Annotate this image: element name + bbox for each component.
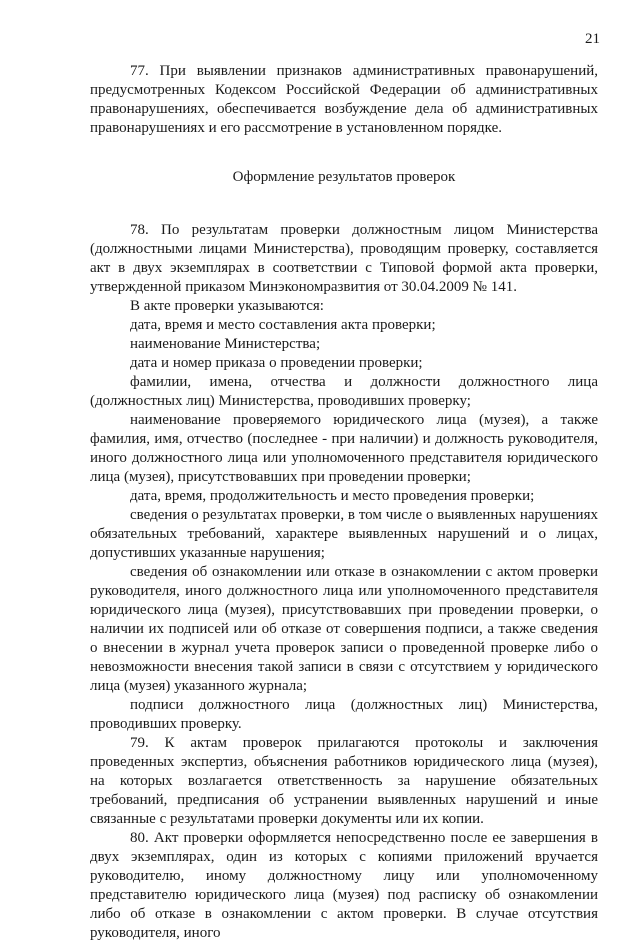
paragraph-78: 78. По результатам проверки должностным лицом Министерства (должностными лицами Министерства), проводящим проверку, составляется акт в двух экземплярах в соответствии с Типовой формой акта проверки, утвержденной приказом Минэкономразвития от 30.04.2009 № 141. bbox=[90, 222, 598, 295]
list-item: дата, время и место составления акта проверки; bbox=[130, 317, 436, 333]
list-item: наименование Министерства; bbox=[130, 336, 321, 352]
section-title: Оформление результатов проверок bbox=[232, 169, 456, 185]
paragraph-77: 77. При выявлении признаков административных правонарушений, предусмотренных Кодексом Российской Федерации об административных правонарушениях, обеспечивается возбуждение дела об административных правонарушениях и его рассмотрение в установленном порядке. bbox=[90, 63, 598, 136]
list-item: наименование проверяемого юридического лица (музея), а также фамилия, имя, отчество (последнее - при наличии) и должность руководителя, иного должностного лица или уполномоченного представителя юридического лица (музея), присутствовавших при проведении проверки; bbox=[90, 412, 598, 485]
list-item: сведения об ознакомлении или отказе в ознакомлении с актом проверки руководителя, иного должностного лица или уполномоченного представителя юридического лица (музея), присутствовавших при проведении проверки, о наличии их подписей или об отказе от совершения подписи, а также сведения о внесении в журнал учета проверок записи о проведенной проверке либо о невозможности внесения такой записи в связи с отсутствием у юридического лица (музея) указанного журнала; bbox=[90, 564, 598, 694]
list-item: фамилии, имена, отчества и должности должностного лица (должностных лиц) Министерства, проводивших проверку; bbox=[90, 374, 598, 409]
list-item: подписи должностного лица (должностных лиц) Министерства, проводивших проверку. bbox=[90, 697, 598, 732]
paragraph-80: 80. Акт проверки оформляется непосредственно после ее завершения в двух экземплярах, один из которых с копиями приложений вручается руководителю, иному должностному лицу или уполномоченному представителю юридического лица (музея) под расписку об ознакомлении либо об отказе в ознакомлении с актом проверки. В случае отсутствия руководителя, иного bbox=[90, 830, 598, 941]
list-item: дата, время, продолжительность и место проведения проверки; bbox=[130, 488, 535, 504]
list-item: сведения о результатах проверки, в том числе о выявленных нарушениях обязательных требований, характере выявленных нарушений и о лицах, допустивших указанные нарушения; bbox=[90, 507, 598, 561]
document-body bbox=[90, 62, 598, 943]
page-number: 21 bbox=[585, 31, 600, 47]
paragraph-79: 79. К актам проверок прилагаются протоколы и заключения проведенных экспертиз, объяснения работников юридического лица (музея), на которых возлагается ответственность за нарушение обязательных требований, предписания об устранении выявленных нарушений и иные связанные с результатами проверки документы или их копии. bbox=[90, 735, 598, 827]
list-item: дата и номер приказа о проведении проверки; bbox=[130, 355, 423, 371]
list-intro: В акте проверки указываются: bbox=[130, 298, 324, 314]
